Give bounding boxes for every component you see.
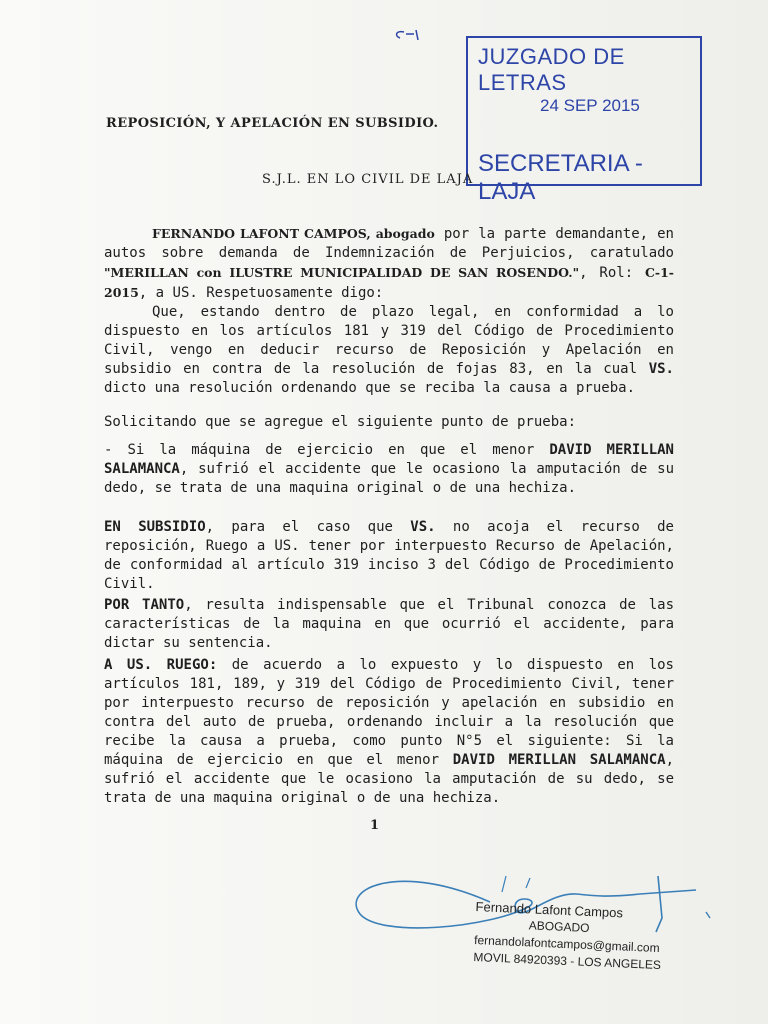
paragraph-subsidiary	[104, 518, 674, 594]
therefore-text: , resulta indispensable que el Tribunal conozca de las características de la maquina en que ocurrió el accidente, para dictar su sentencia.	[104, 597, 675, 651]
vs-abbrev: VS.	[648, 361, 674, 377]
signer-title: ABOGADO	[528, 918, 590, 935]
petition-closing: , sufrió el accidente que le ocasiono la amputación de su dedo, se trata de una maquina original o de una hechiza.	[104, 752, 674, 806]
paragraph-evidence-intro: Solicitando que se agregue el siguiente punto de prueba:	[104, 414, 577, 430]
request-text: Que, estando dentro de plazo legal, en conformidad a lo dispuesto en los artículos 181 y 319 del Código de Procedimiento Civil, vengo en deducir recurso de Reposición y Apelación en subsidio en contra de la resolución de fojas 83, en la cual	[104, 304, 674, 377]
court-address: S.J.L. EN LO CIVIL DE LAJA	[262, 172, 474, 187]
signer-name: Fernando Lafont Campos	[475, 898, 624, 921]
petition-lead: A US. RUEGO:	[104, 657, 218, 673]
page-number: 1	[370, 818, 380, 833]
intro-closing: , a US. Respetuosamente digo:	[138, 285, 384, 301]
minor-name: DAVID MERILLAN SALAMANCA	[104, 442, 674, 477]
signer-email: fernandolafontcampos@gmail.com	[473, 932, 660, 956]
stamp-court-name: JUZGADO DE LETRAS	[478, 44, 625, 95]
intro-text: por la parte demandante, en autos sobre demanda de Indemnización de Perjuicios, caratulado	[104, 226, 674, 261]
petition-text: de acuerdo a lo expuesto y lo dispuesto en los artículos 181, 189, y 319 del Código de Procedimiento Civil, tener por interpuesto recurso de reposición y apelación en subsidio en contra del auto de prueba, ordenando incluir a la resolución que recibe la causa a prueba, como punto N°5 el siguiente: Si la máquina de ejercicio en que el menor	[104, 657, 674, 768]
stamp-office: SECRETARIA - LAJA	[478, 150, 643, 205]
lawyer-name: FERNANDO LAFONT CAMPOS, abogado	[152, 226, 435, 241]
paragraph-request	[104, 303, 674, 398]
court-reception-stamp	[466, 36, 702, 205]
therefore-lead: POR TANTO	[104, 597, 185, 613]
subsidiary-lead: EN SUBSIDIO	[104, 519, 206, 535]
case-rol: C-1-2015	[104, 265, 674, 300]
signer-phone: MOVIL 84920393 - LOS ANGELES	[473, 949, 662, 973]
evidence-closing: , sufrió el accidente que le ocasiono la amputación de su dedo, se trata de una maquina original o de una hechiza.	[104, 461, 674, 496]
paragraph-introduction	[104, 224, 674, 303]
request-closing: dicto una resolución ordenando que se reciba la causa a prueba.	[104, 380, 636, 396]
minor-name: DAVID MERILLAN SALAMANCA	[452, 752, 666, 768]
stamp-date: 24 SEP 2015	[540, 96, 640, 115]
subsidiary-closing: no acoja el recurso de reposición, Ruego a US. tener por interpuesto Recurso de Apelación, de conformidad al artículo 319 inciso 3 del Código de Procedimiento Civil.	[104, 519, 674, 592]
paragraph-petition	[104, 656, 674, 808]
case-title: "MERILLAN con ILUSTRE MUNICIPALIDAD DE SAN ROSENDO."	[104, 265, 580, 280]
vs-abbrev: VS.	[410, 519, 436, 535]
paragraph-therefore	[104, 596, 674, 653]
paragraph-evidence-point	[104, 441, 674, 498]
rol-label: , Rol:	[579, 265, 645, 281]
document-heading: REPOSICIÓN, Y APELACIÓN EN SUBSIDIO.	[106, 116, 439, 131]
subsidiary-text: , para el caso que	[205, 519, 411, 535]
evidence-text: - Si la máquina de ejercicio en que el menor	[104, 442, 550, 458]
signature-stamp	[473, 898, 663, 974]
handwritten-mark-icon	[392, 26, 432, 50]
